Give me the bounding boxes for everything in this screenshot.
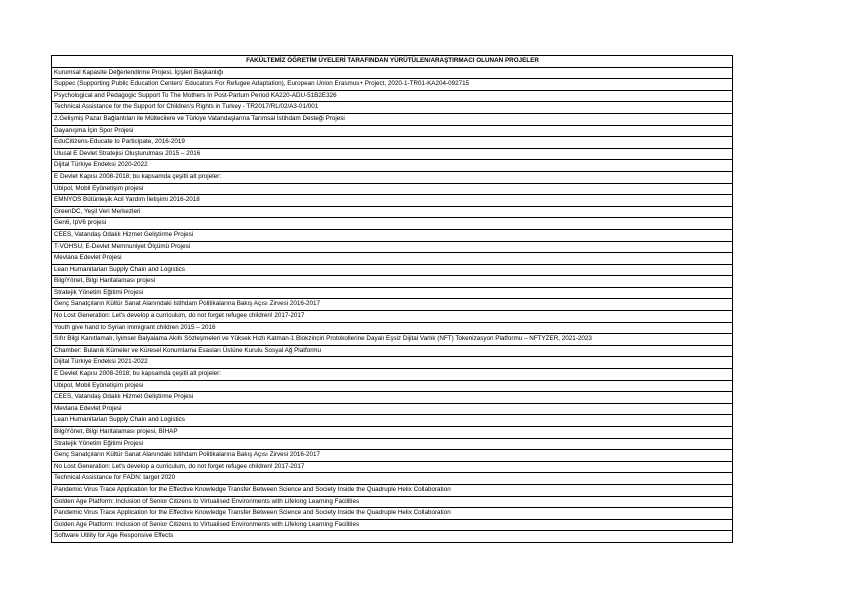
table-row (52, 241, 733, 253)
project-cell: E Devlet Kapısı 2008-2018; bu kapsamda çeşitli alt projeler: (52, 171, 733, 183)
project-cell: CEES, Vatandaş Odaklı Hizmet Geliştirme Projesi (52, 229, 733, 241)
table-row (52, 148, 733, 160)
table-header: FAKÜLTEMİZ ÖĞRETİM ÜYELERİ TARAFINDAN YÜRÜTÜLEN/ARAŞTIRMACI OLUNAN PROJELER (52, 56, 733, 68)
table-row (52, 415, 733, 427)
table-row (52, 531, 733, 543)
table-row (52, 79, 733, 91)
project-cell: Dijital Türkiye Endeksi 2021-2022 (52, 357, 733, 369)
projects-sheet (51, 55, 733, 543)
project-cell: E Devlet Kapısı 2008-2018; bu kapsamda çeşitli alt projeler: (52, 369, 733, 381)
table-row (52, 218, 733, 230)
table-row (52, 496, 733, 508)
project-cell: Mevlana Edevlet Projesi (52, 253, 733, 265)
project-cell: Pandemic Virus Trace Application for the Effective Knowledge Transfer Between Science and Society Inside the Quadruple Helix Collaboration (52, 484, 733, 496)
project-cell: EduCitizens-Educate to Participate, 2016-2019 (52, 137, 733, 149)
project-cell: Kurumsal Kapasite Değerlendirme Projesi, İçişleri Başkanlığı (52, 67, 733, 79)
table-row (52, 137, 733, 149)
project-cell: Dayanışma İçin Spor Projesi (52, 125, 733, 137)
table-row (52, 229, 733, 241)
table-row (52, 67, 733, 79)
table-row (52, 90, 733, 102)
project-cell: Genç Sanatçıların Kültür Sanat Alanındaki Istihdam Politikalarına Bakış Açısı Zirvesi 2016-2017 (52, 450, 733, 462)
table-row (52, 113, 733, 125)
project-cell: BilgiYönet, Bilgi Haritalaması projesi, BİHAP (52, 427, 733, 439)
projects-table (51, 55, 733, 543)
project-cell: Lean Humanitarian Supply Chain and Logistics (52, 264, 733, 276)
table-row (52, 450, 733, 462)
table-row (52, 171, 733, 183)
table-row (52, 287, 733, 299)
table-row (52, 484, 733, 496)
table-row (52, 369, 733, 381)
table-row (52, 183, 733, 195)
project-cell: Technical Assistance for FADN: target 2020 (52, 473, 733, 485)
project-cell: Sıfır Bilgi Kanıtlamalı, İyimser Balyalama Akıllı Sözleşmeleri ve Yüksek Hızlı Katman-1 Blokzinciri Protokollerine Dayalı Eşsiz Dijital Varlık (NFT) Tokenizasyon Platformu – NFTYZER, 2021-2023 (52, 334, 733, 346)
project-cell: Ubipol, Mobil Eyönetişim projesi (52, 380, 733, 392)
project-cell: Pandemic Virus Trace Application for the Effective Knowledge Transfer Between Science and Society Inside the Quadruple Helix Collaboration (52, 508, 733, 520)
table-row (52, 508, 733, 520)
project-cell: Youth give hand to Syrian immigrant children 2015 – 2016 (52, 322, 733, 334)
project-cell: Golden Age Platform: Inclusion of Senior Citizens to Virtualised Environments with Lifelong Learning Facilities (52, 496, 733, 508)
table-row (52, 276, 733, 288)
table-row (52, 461, 733, 473)
table-row (52, 206, 733, 218)
table-row (52, 253, 733, 265)
table-row (52, 427, 733, 439)
project-cell: Gen6, IpV6 projesi (52, 218, 733, 230)
project-cell: Lean Humanitarian Supply Chain and Logistics (52, 415, 733, 427)
project-cell: Genç Sanatçıların Kültür Sanat Alanındaki Istihdam Politikalarına Bakış Açısı Zirvesi 2016-2017 (52, 299, 733, 311)
project-cell: T-VOHSU, E-Devlet Memnuniyet Ölçümü Projesi (52, 241, 733, 253)
project-cell: Psychological and Pedagogic Support To The Mothers In Post-Partum Period KA220-ADU-51B2E326 (52, 90, 733, 102)
project-cell: 2.Gelişmiş Pazar Bağlantıları ile Mültecilere ve Türkiye Vatandaşlarına Tarımsal İstihdam Desteği Projesi (52, 113, 733, 125)
table-row (52, 380, 733, 392)
project-cell: Technical Assistance for the Support for Children's Rights in Turkey - TR2017/RL/02/A3-01/001 (52, 102, 733, 114)
table-row (52, 392, 733, 404)
table-row (52, 403, 733, 415)
project-cell: Stratejik Yönetim Eğitimi Projesi (52, 287, 733, 299)
project-cell: Golden Age Platform: Inclusion of Senior Citizens to Virtualised Environments with Lifelong Learning Facilities (52, 519, 733, 531)
project-cell: Stratejik Yönetim Eğitimi Projesi (52, 438, 733, 450)
table-row (52, 357, 733, 369)
table-header-row (52, 56, 733, 68)
table-row (52, 102, 733, 114)
project-cell: Ubipol, Mobil Eyönetişim projesi (52, 183, 733, 195)
table-row (52, 195, 733, 207)
table-row (52, 299, 733, 311)
table-row (52, 334, 733, 346)
project-cell: No Lost Generation: Let's develop a curriculum, do not forget refugee children! 2017-2017 (52, 461, 733, 473)
project-cell: Dijital Türkiye Endeksi 2020-2022 (52, 160, 733, 172)
project-cell: EMNYOS Bütünleşik Acil Yardım İletişimi 2016-2018 (52, 195, 733, 207)
table-row (52, 160, 733, 172)
project-cell: GreenDC, Yeşil Veri Merkezleri (52, 206, 733, 218)
project-cell: No Lost Generation: Let's develop a curriculum, do not forget refugee children! 2017-2017 (52, 311, 733, 323)
table-row (52, 125, 733, 137)
table-row (52, 473, 733, 485)
project-cell: Software Utility for Age Responsive Effects (52, 531, 733, 543)
project-cell: CEES, Vatandaş Odaklı Hizmet Geliştirme Projesi (52, 392, 733, 404)
table-row (52, 322, 733, 334)
project-cell: Suppec (Supporting Public Education Centers' Educators For Refugee Adaptation), European Union Erasmus+ Project, 2020-1-TR01-KA204-092715 (52, 79, 733, 91)
project-cell: Mevlana Edevlet Projesi (52, 403, 733, 415)
table-row (52, 519, 733, 531)
table-row (52, 311, 733, 323)
project-cell: Chamber: Bulanık Kümeler ve Küresel Konumlama Esasları Üstüne Kurulu Sosyal Ağ Platformu (52, 345, 733, 357)
project-cell: BilgiYönet, Bilgi Haritalaması projesi (52, 276, 733, 288)
table-row (52, 264, 733, 276)
projects-table-body (52, 56, 733, 543)
table-row (52, 438, 733, 450)
project-cell: Ulusal E Devlet Stratejisi Oluşturulması 2015 – 2016 (52, 148, 733, 160)
table-row (52, 345, 733, 357)
